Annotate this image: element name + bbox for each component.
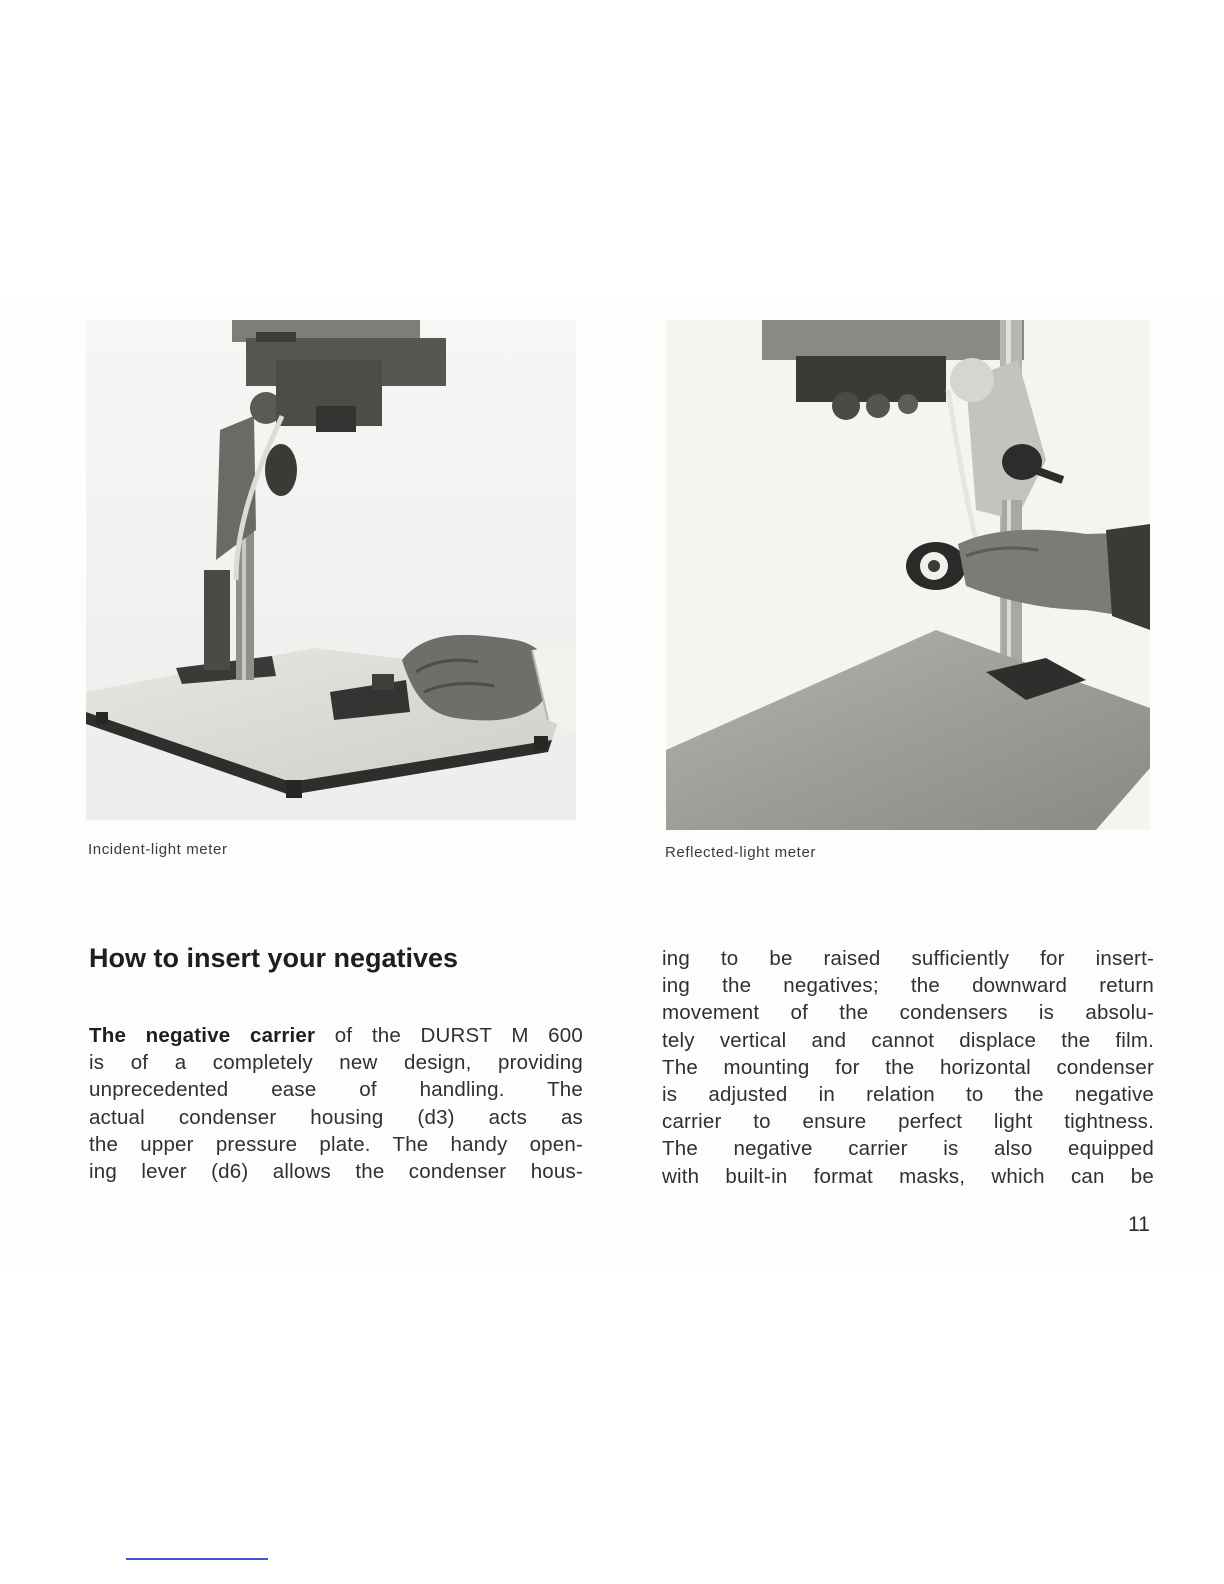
paragraph-line: is adjusted in relation to the negative bbox=[662, 1082, 1154, 1106]
paragraph-line: tely vertical and cannot displace the film. bbox=[662, 1028, 1154, 1052]
enlarger-hand-holding-meter-photo bbox=[666, 320, 1150, 830]
paragraph-line: The negative carrier is also equipped bbox=[662, 1137, 1154, 1161]
paragraph-line: ing to be raised sufficiently for insert- bbox=[662, 947, 1154, 970]
paragraph-line: actual condenser housing (d3) acts as bbox=[89, 1105, 583, 1129]
lead-phrase: The negative carrier bbox=[89, 1024, 316, 1047]
section-heading: How to insert your negatives bbox=[89, 943, 459, 973]
paragraph-line bbox=[89, 1022, 583, 1049]
paragraph-line: ing lever (d6) allows the condenser hous- bbox=[89, 1159, 583, 1183]
paragraph-line: the upper pressure plate. The handy open- bbox=[89, 1132, 583, 1156]
text-column-right bbox=[662, 945, 1154, 1190]
text-column-left bbox=[89, 1022, 583, 1185]
paragraph-line: with built-in format masks, which can be bbox=[662, 1164, 1154, 1188]
first-line-rest: of the DURST M 600 bbox=[334, 1024, 583, 1047]
paragraph-line: unprecedented ease of handling. The bbox=[89, 1078, 583, 1102]
paragraph-line: carrier to ensure perfect light tightness. bbox=[662, 1110, 1154, 1134]
enlarger-hand-on-baseboard-photo bbox=[86, 320, 576, 820]
figure-caption-left: Incident-light meter bbox=[88, 841, 228, 858]
figure-caption-right: Reflected-light meter bbox=[665, 844, 816, 861]
paragraph-line: ing the negatives; the downward return bbox=[662, 974, 1154, 998]
footnote-rule bbox=[126, 1558, 268, 1560]
paragraph-line: The mounting for the horizontal condenser bbox=[662, 1055, 1154, 1079]
paragraph-line: movement of the condensers is absolu- bbox=[662, 1001, 1154, 1025]
page-number: 11 bbox=[1128, 1213, 1150, 1236]
paragraph-line: is of a completely new design, providing bbox=[89, 1051, 583, 1075]
